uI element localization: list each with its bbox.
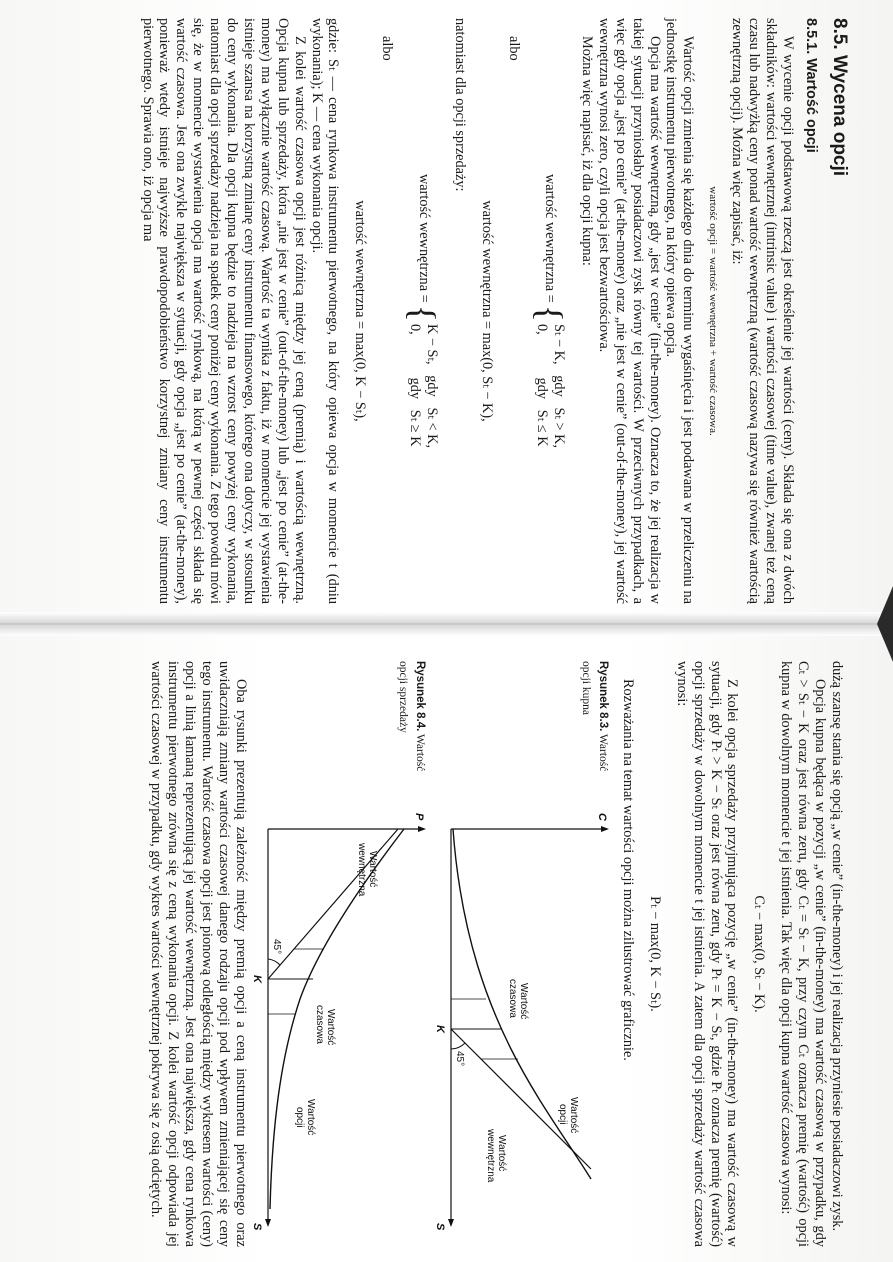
paragraph: Wartość opcji zmienia się każdego dnia do terminu wygaśnięcia i jest podawana w przeliczeniu na jednostkę instrumentu pierwotnego, na który opiewa opcja. [663, 18, 697, 604]
section-title: 8.5. Wycena opcji [829, 18, 850, 177]
figure-number: Rysunek 8.4. [414, 661, 427, 732]
paragraph: Rozważania na temat wartości opcji można zilustrować graficznie. [619, 679, 636, 1061]
equation-put-intrinsic-max: wartość wewnętrzna = max(0, K − Sₜ), [352, 200, 369, 422]
equation-case: K − Sₜ, gdy Sₜ < K, [424, 323, 441, 449]
label-option-value: Wartośćopcji [294, 1099, 317, 1136]
angle-arc [451, 1043, 465, 1049]
x-axis-arrow [448, 1219, 454, 1227]
angle-arc [268, 959, 280, 965]
paragraph: dużą szansę stania się opcją „w cenie” (in-the-money) i jej realizacja przyniesie posiadaczowi zysk. [829, 661, 845, 1232]
subsection-title: 8.5.1. Wartość opcji [803, 18, 819, 153]
call-option-diagram [436, 791, 611, 1247]
equation-lhs: wartość wewnętrzna = [542, 173, 559, 303]
connector-word: albo [379, 36, 396, 61]
put-option-diagram [253, 791, 428, 1247]
paragraph: Z kolei wartość czasowa opcji jest różnicą między jej ceną (premią) i wartością wewnętrzną. Opcja kupna lub sprzedaży, która „nie jest w cenie” (out-of-the-money) lub „jest po cenie” (at-the-money) ma wyłącznie wartość czasową. Wartość ta wynika z faktu, iż w momencie jej wystawienia istnieje szansa na korzystną zmianę ceny instrumentu finansowego, którego ona dotyczy, w stosunku do ceny wykonania. Dla opcji kupna będzie to nadzieja na wzrost ceny powyżej ceny wykonania, natomiast dla opcji sprzedaży nadzieja na spadek ceny poniżej ceny wykonania. Z tego powodu mówi się, że w momencie wystawienia opcja ma wartość rynkową, na którą w pewnej części składa się wartość czasowa. Jest ona zwykle największa w sytuacji, gdy opcja „jest po cenie” (at-the-money), ponieważ wtedy istnieje najwyższe prawdopodobieństwo korzystnej zmiany ceny instrumentu pierwotnego. Sprawia ono, iż opcja ma [139, 18, 308, 604]
brace-glyph: { [403, 304, 444, 322]
paragraph: Oba rysunki prezentują zależność między premią opcji a ceną instrumentu pierwotnego oraz uwidaczniają zmiany wartości czasowej danego rodzaju opcji pod wpływem zmieniającej się ceny tego instrumentu. Wartość czasowa opcji jest pionową odległością między wykresem wartości (ceny) opcji a linią łamaną reprezentującą jej wartość wewnętrzną. Jest ona największa, gdy cena rynkowa instrumentu pierwotnego zrówna się z ceną wykonania opcji. Z kolei wartość opcji odpowiada jej wartości czasowej w przypadku, gdy wykres wartości wewnętrznej pokrywa się z osią odciętych. [148, 661, 250, 1247]
top-page [30, 12, 850, 610]
paragraph: Opcja kupna będąca w pozycji „w cenie” (in-the-money) ma wartość czasową w przypadku, gdy Cₜ > Sₜ − K oraz jest równa zeru, gdy Cₜ = Sₜ − K, przy czym Cₜ oznacza premię (wartość) opcji kupna w dowolnym momencie t jej istnienia. Tak więc dla opcji kupna wartość czasowa wynosi: [778, 661, 829, 1247]
page-edge [877, 586, 893, 662]
figure-caption [394, 661, 428, 791]
strike-label: K [251, 975, 264, 983]
equation-lhs: wartość wewnętrzna = [415, 173, 432, 303]
book-spine-shadow [0, 612, 893, 636]
equation-case: 0, gdy Sₜ ≥ K [407, 323, 424, 447]
strike-label: K [434, 1025, 447, 1033]
figure-title: Wartość opcji sprzedaży [397, 661, 427, 772]
label-time-value: Wartośćczasowa [507, 979, 530, 1020]
equation-case: Sₜ − K, gdy Sₜ > K, [551, 323, 568, 449]
figure-caption [577, 661, 611, 791]
bottom-page [25, 655, 845, 1253]
paragraph: Można więc napisać, iż dla opcji kupna: [578, 36, 595, 266]
equation-put-intrinsic-cases [403, 18, 444, 604]
figure-call [436, 661, 611, 1247]
y-axis-arrow [601, 826, 609, 832]
equation-call-time-value: Cₜ − max(0, Sₜ − K). [751, 895, 768, 1013]
brace-glyph: { [530, 304, 571, 322]
figure-put [253, 661, 428, 1247]
x-axis-label: S [434, 1223, 447, 1231]
x-axis-arrow [265, 1219, 271, 1227]
label-intrinsic-value: Wartośćwewnętrzna [356, 843, 379, 897]
paragraph: natomiast dla opcji sprzedaży: [452, 18, 469, 192]
paragraph: gdzie: Sₜ — cena rynkowa instrumentu pierwotnego, na który opiewa opcja w momencie t (dniu wykonania); K — cena wykonania opcji. [308, 18, 342, 604]
paragraph: W wycenie opcji podstawową rzeczą jest określenie jej wartości (ceny). Składa się ona z dwóch składników: wartości wewnętrznej (intrinsic value) i wartości czasowej (time value), zwanej też ceną czasu lub nadwyżką ceny ponad wartość wewnętrzną (wartość czasową nazywa się również wartością zewnętrzną opcji). Można więc zapisać, iż: [729, 18, 796, 604]
option-value-curve [270, 829, 404, 1209]
label-option-value: Wartośćopcji [557, 1097, 580, 1134]
figure-number: Rysunek 8.3. [597, 661, 610, 732]
y-axis-arrow [418, 826, 426, 832]
equation-call-intrinsic-cases [530, 18, 571, 604]
equation-option-value: wartość opcji = wartość wewnętrzna + wartość czasowa. [707, 186, 720, 436]
equation-put-time-value: Pₜ − max(0, K − Sₜ). [646, 896, 663, 1012]
x-axis-label: S [251, 1223, 264, 1231]
y-axis-label: C [596, 813, 609, 821]
label-time-value: Wartośćczasowa [314, 1005, 337, 1046]
figure-title: Wartość opcji kupna [580, 661, 610, 772]
paragraph: Opcja ma wartość wewnętrzną, gdy „jest w cenie” (in-the-money). Oznacza to, że jej realizacja w takiej sytuacji przyniosłaby posiadaczowi zysk równy tej wartości. W przeciwnych przypadkach, a więc gdy opcja „jest po cenie” (at-the-money) oraz „nie jest w cenie” (out-of-the-money), jej wartość wewnętrzna wynosi zero, czyli opcja jest bezwartościowa. [595, 18, 663, 604]
connector-word: albo [506, 36, 523, 61]
equation-call-intrinsic-max: wartość wewnętrzna = max(0, Sₜ − K), [479, 200, 496, 422]
y-axis-label: P [413, 813, 426, 821]
angle-label: 45° [454, 1051, 466, 1067]
angle-label: 45° [271, 939, 283, 955]
equation-case: 0, gdy Sₜ ≤ K [534, 323, 551, 447]
label-intrinsic-value: Wartośćwewnętrzna [485, 1129, 508, 1183]
paragraph: Z kolei opcja sprzedaży przyjmująca pozycję „w cenie” (in-the-money) ma wartość czasową w sytuacji, gdy Pₜ > K − Sₜ oraz jest równa zeru, gdy Pₜ = K − Sₜ, gdzie Pₜ oznacza premię (wartość) opcji sprzedaży w dowolnym momencie t jej istnienia. A zatem dla opcji sprzedaży wartość czasowa wynosi: [673, 661, 741, 1247]
